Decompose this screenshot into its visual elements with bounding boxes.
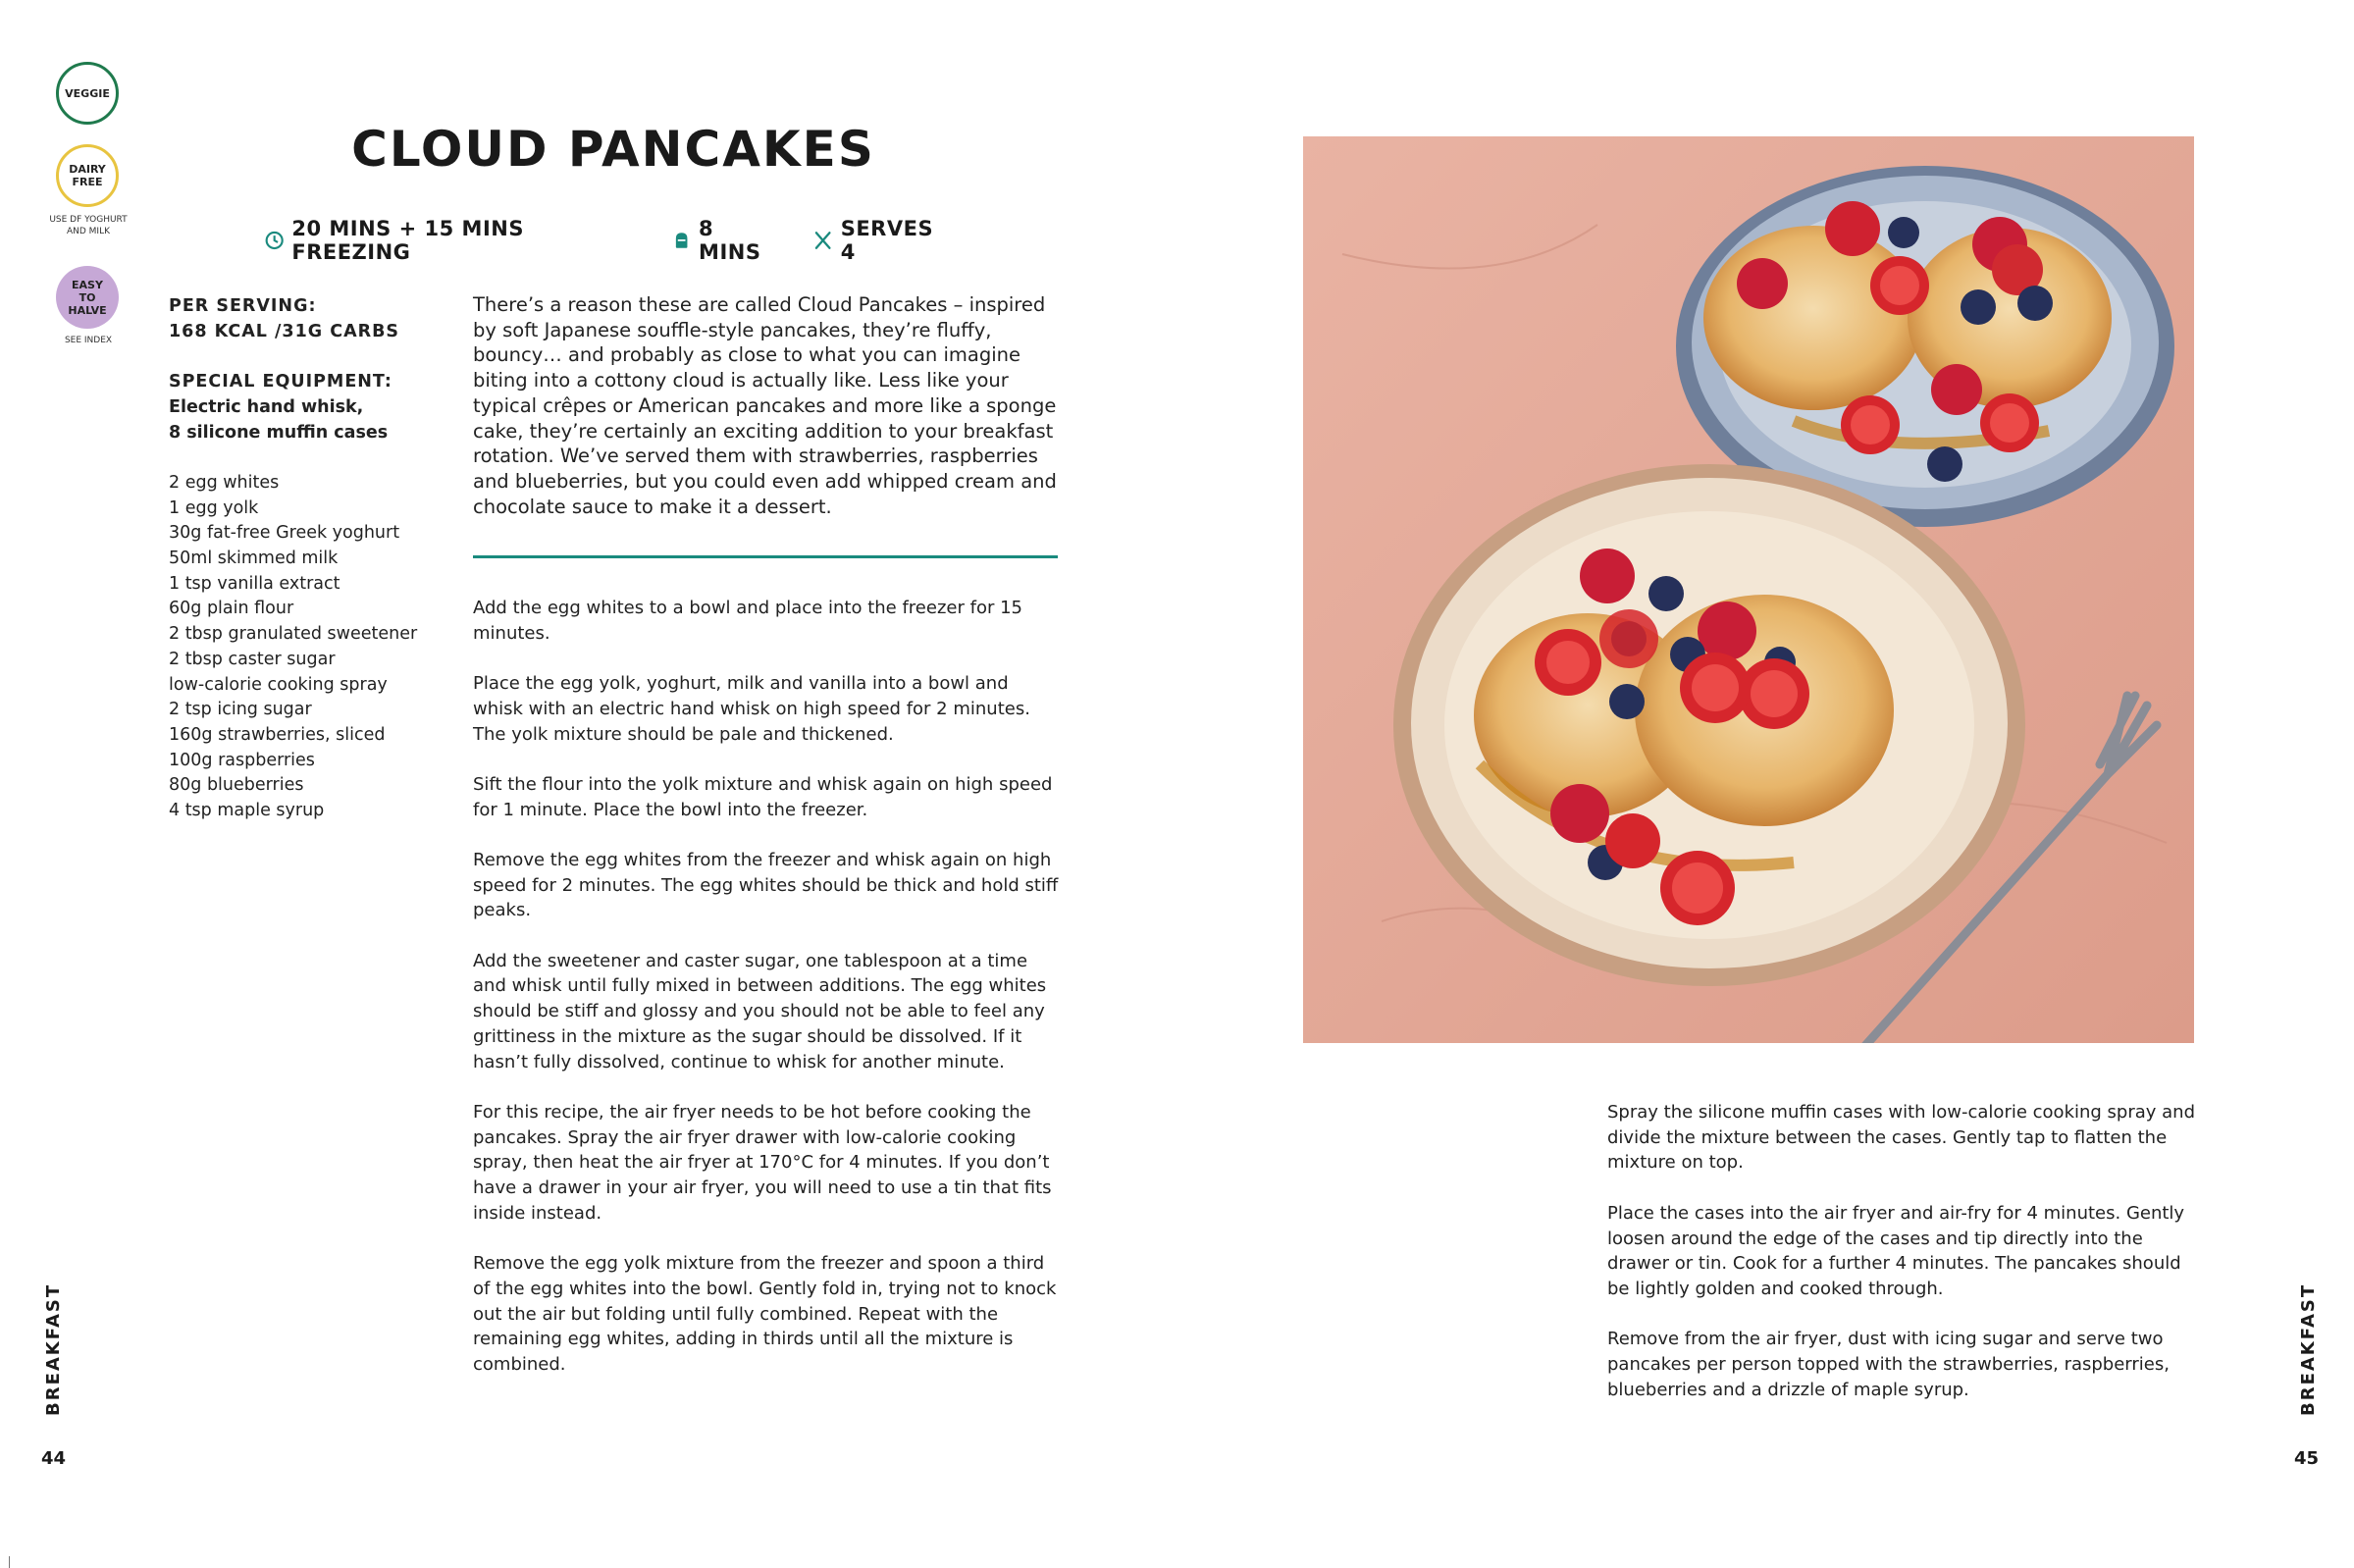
per-serving-value: 168 KCAL /31G CARBS [169, 321, 400, 341]
method-steps [473, 596, 1062, 1402]
method-step: Add the egg whites to a bowl and place into the freezer for 15 minutes. [473, 598, 1022, 644]
ingredient-item: 2 tbsp caster sugar [169, 649, 336, 669]
page-number-right: 45 [2294, 1448, 2320, 1469]
ingredient-item: 100g raspberries [169, 750, 315, 770]
recipe-title: CLOUD PANCAKES [351, 121, 875, 178]
clock-icon [265, 231, 284, 250]
prep-time [265, 217, 639, 264]
method-step: Spray the silicone muffin cases with low-calorie cooking spray and divide the mixture between the cases. Gently tap to flatten the mixture on top. [1607, 1102, 2196, 1174]
method-steps-continued [1607, 1100, 2196, 1428]
cook-time-label: 8 MINS [699, 217, 761, 264]
method-step: Place the egg yolk, yoghurt, milk and vanilla into a bowl and whisk with an electric hand whisk on high speed for 2 minutes. The yolk mixture should be pale and thickened. [473, 673, 1030, 745]
section-label-right: BREAKFAST [2298, 1282, 2319, 1416]
dairy-free-note: USE DF YOGHURT AND MILK [49, 215, 128, 236]
page-number-left: 44 [41, 1448, 67, 1469]
method-step: Place the cases into the air fryer and air-fry for 4 minutes. Gently loosen around the edge of the cases and tip directly into the drawer or tin. Cook for a further 4 minutes. The pancakes should be lightly golden and cooked through. [1607, 1202, 2185, 1299]
equipment-line: Electric hand whisk, [169, 396, 364, 417]
equipment-line: 8 silicone muffin cases [169, 422, 389, 443]
ingredient-item: 160g strawberries, sliced [169, 724, 386, 745]
intro-block [473, 292, 1062, 519]
recipe-meta [265, 217, 952, 264]
easy-halve-badge-label: EASY TO HALVE [68, 278, 107, 317]
ingredient-item: 2 tbsp granulated sweetener [169, 624, 418, 645]
special-equipment-label: SPECIAL EQUIPMENT: [169, 372, 392, 392]
air-fryer-icon [672, 231, 691, 250]
ingredient-list [169, 471, 444, 824]
method-step: Remove the egg whites from the freezer and whisk again on high speed for 2 minutes. The egg whites should be thick and hold stiff peaks. [473, 849, 1059, 921]
section-divider [473, 555, 1058, 558]
ingredient-item: low-calorie cooking spray [169, 674, 388, 695]
ingredient-item: 2 egg whites [169, 472, 280, 493]
method-step: Add the sweetener and caster sugar, one tablespoon at a time and whisk until fully mixed in between additions. The egg whites should be stiff and glossy and you should not be able to feel any grittiness in the mixture as the sugar should be dissolved. If it hasn’t fully dissolved, continue to whisk for another minute. [473, 950, 1047, 1072]
ingredient-item: 80g blueberries [169, 775, 304, 796]
servings-label: SERVES 4 [840, 217, 934, 264]
servings [813, 217, 952, 264]
ingredient-item: 4 tsp maple syrup [169, 801, 325, 821]
veggie-badge-label: VEGGIE [65, 86, 110, 100]
recipe-info-column [169, 294, 444, 824]
ingredient-item: 2 tsp icing sugar [169, 700, 312, 720]
ingredient-item: 1 egg yolk [169, 497, 259, 518]
ingredient-item: 30g fat-free Greek yoghurt [169, 523, 400, 544]
ingredient-item: 50ml skimmed milk [169, 549, 339, 568]
crop-mark [9, 1556, 10, 1568]
method-step: For this recipe, the air fryer needs to be hot before cooking the pancakes. Spray the air fryer drawer with low-calorie cooking spray, then heat the air fryer at 170°C for 4 minutes. If you don’t have a drawer in your air fryer, you will need to use a tin that fits inside instead. [473, 1101, 1052, 1224]
easy-halve-note: SEE INDEX [64, 336, 113, 345]
method-step: Remove the egg yolk mixture from the freezer and spoon a third of the egg whites into the bowl. Gently fold in, trying not to knock out the air but folding until fully combined. Repeat with the remaining egg whites, adding in thirds until all the mixture is combined. [473, 1253, 1057, 1375]
method-step: Sift the flour into the yolk mixture and whisk again on high speed for 1 minute. Place the bowl into the freezer. [473, 773, 1053, 820]
ingredient-item: 60g plain flour [169, 599, 294, 619]
cutlery-icon [813, 231, 832, 250]
recipe-intro: There’s a reason these are called Cloud Pancakes – inspired by soft Japanese souffle-style pancakes, they’re fluffy, bouncy… and probably as close to what you can imagine biting into a cottony cloud is actually like. Less like your typical crêpes or American pancakes and more like a sponge cake, they’re certainly an exciting addition to your breakfast rotation. We’ve served them with strawberries, raspberries and blueberries, but you could even add whipped cream and chocolate sauce to make it a dessert. [473, 293, 1057, 518]
method-step: Remove from the air fryer, dust with icing sugar and serve two pancakes per person topped with the strawberries, raspberries, blueberries and a drizzle of maple syrup. [1607, 1329, 2170, 1400]
easy-halve-badge [56, 266, 119, 329]
cook-time [672, 217, 781, 264]
prep-time-label: 20 MINS + 15 MINS FREEZING [291, 217, 524, 264]
per-serving-label: PER SERVING: [169, 296, 317, 316]
pancakes-photo [1303, 136, 2194, 1043]
dairy-free-badge-label: DAIRY FREE [69, 163, 106, 188]
ingredient-item: 1 tsp vanilla extract [169, 573, 340, 594]
dairy-free-badge [56, 144, 119, 207]
section-label-left: BREAKFAST [43, 1282, 64, 1416]
veggie-badge [56, 62, 119, 125]
